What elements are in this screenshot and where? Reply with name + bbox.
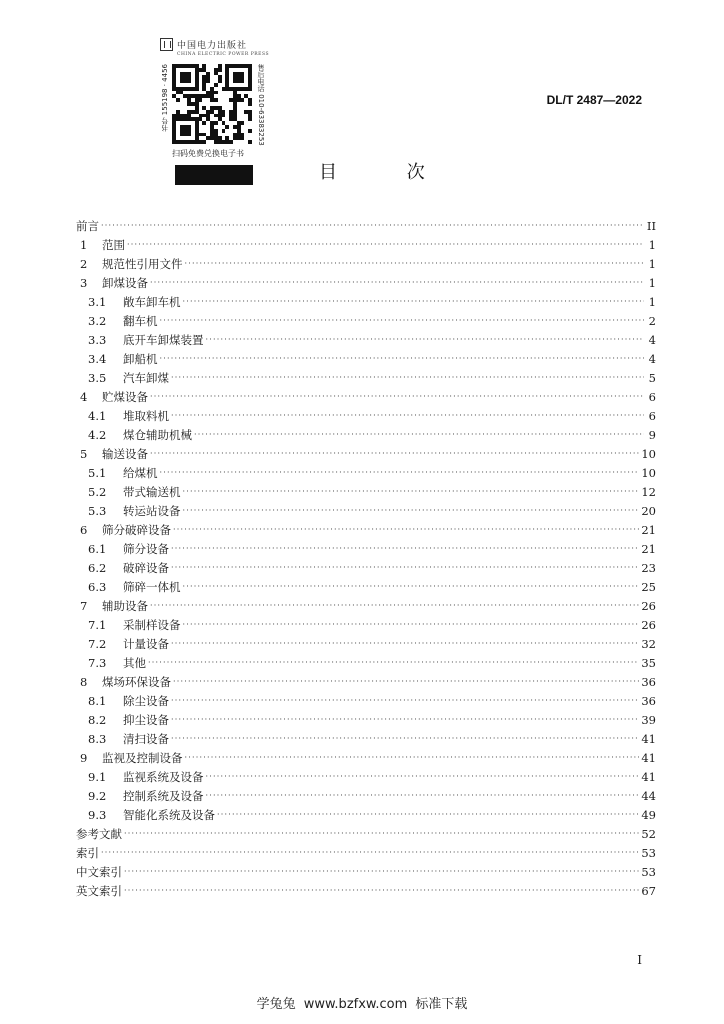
- publisher-block: [160, 38, 270, 158]
- toc-leader-dots: [171, 691, 639, 710]
- toc-entry-number: 5.2: [88, 485, 107, 499]
- toc-leader-dots: [183, 482, 640, 501]
- service-phone-text: 售后电话 010-63383253: [257, 64, 265, 146]
- toc-entry-page: II: [646, 219, 656, 233]
- redaction-bar: [175, 165, 253, 185]
- toc-entry[interactable]: [76, 274, 656, 293]
- toc-entry-label: 范围: [102, 238, 125, 252]
- toc-entry-label: 智能化系统及设备: [123, 808, 215, 822]
- toc-leader-dots: [101, 216, 644, 235]
- toc-entry-page: 53: [641, 846, 656, 860]
- toc-entry-number: 4.1: [88, 409, 107, 423]
- toc-entry[interactable]: [76, 654, 656, 673]
- toc-entry-label: 监视及控制设备: [102, 751, 183, 765]
- toc-leader-dots: [185, 748, 640, 767]
- toc-entry[interactable]: [76, 863, 656, 882]
- toc-entry-number: 9.2: [88, 789, 107, 803]
- toc-entry-page: 6: [648, 409, 656, 423]
- toc-entry[interactable]: [76, 578, 656, 597]
- toc-entry[interactable]: [76, 502, 656, 521]
- toc-entry-page: 1: [648, 295, 656, 309]
- toc-entry[interactable]: [76, 255, 656, 274]
- toc-entry[interactable]: [76, 426, 656, 445]
- toc-entry-label: 翻车机: [123, 314, 158, 328]
- toc-leader-dots: [185, 254, 645, 273]
- publisher-name-en: CHINA ELECTRIC POWER PRESS: [177, 52, 270, 57]
- toc-entry-page: 23: [641, 561, 656, 575]
- toc-leader-dots: [124, 824, 639, 843]
- toc-entry-label: 输送设备: [102, 447, 148, 461]
- toc-leader-dots: [171, 539, 639, 558]
- toc-entry-number: 8.3: [88, 732, 107, 746]
- toc-entry-page: 20: [641, 504, 656, 518]
- toc-entry-number: 7.2: [88, 637, 107, 651]
- toc-leader-dots: [160, 463, 640, 482]
- toc-entry-page: 49: [641, 808, 656, 822]
- toc-entry-number: 7: [80, 599, 88, 613]
- toc-entry-label: 中文索引: [76, 865, 122, 879]
- toc-entry-label: 筛分破碎设备: [102, 523, 171, 537]
- toc-leader-dots: [101, 843, 639, 862]
- toc-entry-label: 索引: [76, 846, 99, 860]
- toc-leader-dots: [148, 653, 639, 672]
- toc-leader-dots: [173, 672, 639, 691]
- toc-entry-page: 53: [641, 865, 656, 879]
- toc-leader-dots: [150, 596, 639, 615]
- toc-leader-dots: [124, 862, 639, 881]
- toc-entry-label: 破碎设备: [123, 561, 169, 575]
- publisher-logo-icon: [160, 38, 173, 51]
- toc-entry[interactable]: [76, 806, 656, 825]
- toc-entry[interactable]: [76, 787, 656, 806]
- toc-entry-number: 7.3: [88, 656, 107, 670]
- toc-entry-number: 3.3: [88, 333, 107, 347]
- toc-entry-number: 3.2: [88, 314, 107, 328]
- toc-entry-page: 2: [648, 314, 656, 328]
- toc-entry[interactable]: [76, 521, 656, 540]
- toc-entry[interactable]: [76, 483, 656, 502]
- toc-entry-number: 9: [80, 751, 88, 765]
- toc-entry-number: 5.1: [88, 466, 107, 480]
- toc-entry-page: 44: [641, 789, 656, 803]
- toc-entry[interactable]: [76, 312, 656, 331]
- toc-entry-label: 规范性引用文件: [102, 257, 183, 271]
- toc-entry-page: 21: [641, 523, 656, 537]
- toc-entry[interactable]: [76, 768, 656, 787]
- toc-entry-label: 抑尘设备: [123, 713, 169, 727]
- toc-entry-number: 3: [80, 276, 88, 290]
- toc-entry-page: 41: [641, 732, 656, 746]
- toc-entry[interactable]: [76, 749, 656, 768]
- toc-entry-label: 辅助设备: [102, 599, 148, 613]
- toc-entry-label: 底开车卸煤装置: [123, 333, 204, 347]
- toc-entry-number: 3.1: [88, 295, 107, 309]
- toc-entry-label: 筛分设备: [123, 542, 169, 556]
- toc-entry[interactable]: [76, 844, 656, 863]
- toc-entry-page: 9: [648, 428, 656, 442]
- toc-leader-dots: [206, 330, 645, 349]
- page-number: I: [637, 953, 642, 967]
- toc-leader-dots: [183, 577, 640, 596]
- toc-entry[interactable]: [76, 597, 656, 616]
- toc-entry-label: 采制样设备: [123, 618, 181, 632]
- toc-entry-page: 12: [641, 485, 656, 499]
- toc-entry-page: 52: [641, 827, 656, 841]
- toc-entry-page: 26: [641, 599, 656, 613]
- toc-leader-dots: [171, 558, 639, 577]
- toc-entry[interactable]: [76, 445, 656, 464]
- toc-entry[interactable]: [76, 616, 656, 635]
- toc-entry-label: 汽车卸煤: [123, 371, 169, 385]
- toc-entry-number: 6.1: [88, 542, 107, 556]
- toc-entry-page: 1: [648, 238, 656, 252]
- toc-entry[interactable]: [76, 692, 656, 711]
- toc-entry-label: 煤仓辅助机械: [123, 428, 192, 442]
- toc-entry-number: 5: [80, 447, 88, 461]
- toc-entry[interactable]: [76, 559, 656, 578]
- toc-leader-dots: [160, 349, 645, 368]
- toc-entry-label: 卸煤设备: [102, 276, 148, 290]
- toc-entry-label: 带式输送机: [123, 485, 181, 499]
- toc-entry[interactable]: [76, 236, 656, 255]
- toc-entry-label: 监视系统及设备: [123, 770, 204, 784]
- toc-entry[interactable]: [76, 388, 656, 407]
- isbn-text: 书号 155198 · 4456: [161, 64, 169, 132]
- toc-entry-label: 给煤机: [123, 466, 158, 480]
- toc-title: 目 次: [319, 162, 457, 183]
- toc-entry-page: 1: [648, 257, 656, 271]
- toc-leader-dots: [194, 425, 644, 444]
- toc-entry-number: 6.2: [88, 561, 107, 575]
- toc-entry-label: 堆取料机: [123, 409, 169, 423]
- toc-entry[interactable]: [76, 331, 656, 350]
- toc-entry-page: 36: [641, 675, 656, 689]
- toc-entry-label: 煤场环保设备: [102, 675, 171, 689]
- toc-entry-number: 1: [80, 238, 88, 252]
- toc-entry[interactable]: [76, 711, 656, 730]
- toc-entry-page: 10: [641, 466, 656, 480]
- toc-entry-number: 9.3: [88, 808, 107, 822]
- toc-leader-dots: [183, 292, 645, 311]
- toc-entry-label: 除尘设备: [123, 694, 169, 708]
- toc-entry-page: 35: [641, 656, 656, 670]
- toc-entry[interactable]: [76, 407, 656, 426]
- toc-leader-dots: [124, 881, 639, 900]
- toc-entry-label: 其他: [123, 656, 146, 670]
- toc-entry-label: 控制系统及设备: [123, 789, 204, 803]
- toc-entry[interactable]: [76, 369, 656, 388]
- watermark-footer: 学兔兔 www.bzfxw.com 标准下载: [256, 997, 468, 1012]
- toc-entry-label: 转运站设备: [123, 504, 181, 518]
- toc-entry-label: 计量设备: [123, 637, 169, 651]
- toc-entry-label: 卸船机: [123, 352, 158, 366]
- toc-entry-page: 25: [641, 580, 656, 594]
- toc-entry-page: 39: [641, 713, 656, 727]
- toc-leader-dots: [150, 387, 644, 406]
- toc-entry-page: 41: [641, 770, 656, 784]
- toc-entry[interactable]: [76, 730, 656, 749]
- toc-leader-dots: [217, 805, 639, 824]
- toc-leader-dots: [150, 444, 639, 463]
- toc-entry-number: 8.1: [88, 694, 107, 708]
- qr-code-icon[interactable]: [172, 64, 252, 144]
- toc-entry-number: 8.2: [88, 713, 107, 727]
- publisher-name: 中国电力出版社: [177, 41, 248, 51]
- toc-entry-page: 1: [648, 276, 656, 290]
- toc-leader-dots: [127, 235, 644, 254]
- toc-leader-dots: [150, 273, 644, 292]
- toc-entry-label: 前言: [76, 219, 99, 233]
- toc-entry-label: 敞车卸车机: [123, 295, 181, 309]
- toc-leader-dots: [171, 406, 644, 425]
- publisher-header: [160, 38, 268, 51]
- toc-entry[interactable]: [76, 464, 656, 483]
- document-code: DL/T 2487—2022: [546, 93, 642, 107]
- toc-entry-page: 21: [641, 542, 656, 556]
- toc-leader-dots: [171, 368, 644, 387]
- toc-leader-dots: [171, 710, 639, 729]
- toc-leader-dots: [160, 311, 645, 330]
- toc-leader-dots: [171, 729, 639, 748]
- toc-entry-label: 英文索引: [76, 884, 122, 898]
- toc-entry-page: 4: [648, 352, 656, 366]
- toc-entry-number: 9.1: [88, 770, 107, 784]
- toc-entry-number: 3.5: [88, 371, 107, 385]
- toc-leader-dots: [206, 767, 640, 786]
- toc-entry-page: 67: [641, 884, 656, 898]
- toc-entry-label: 贮煤设备: [102, 390, 148, 404]
- toc-entry[interactable]: [76, 350, 656, 369]
- table-of-contents: [76, 217, 656, 901]
- toc-entry-number: 3.4: [88, 352, 107, 366]
- toc-entry-page: 5: [648, 371, 656, 385]
- toc-entry-page: 10: [641, 447, 656, 461]
- toc-entry[interactable]: [76, 825, 656, 844]
- toc-entry-number: 6: [80, 523, 88, 537]
- toc-leader-dots: [183, 501, 640, 520]
- toc-entry-label: 筛碎一体机: [123, 580, 181, 594]
- toc-entry-number: 7.1: [88, 618, 107, 632]
- toc-entry-number: 5.3: [88, 504, 107, 518]
- toc-entry-page: 41: [641, 751, 656, 765]
- toc-leader-dots: [183, 615, 640, 634]
- toc-entry[interactable]: [76, 293, 656, 312]
- toc-entry-label: 清扫设备: [123, 732, 169, 746]
- toc-entry-label: 参考文献: [76, 827, 122, 841]
- toc-entry-number: 8: [80, 675, 88, 689]
- qr-caption: 扫码免费兑换电子书: [172, 149, 244, 158]
- qr-area: [160, 62, 268, 182]
- toc-entry-page: 32: [641, 637, 656, 651]
- toc-entry[interactable]: [76, 673, 656, 692]
- toc-entry-number: 4.2: [88, 428, 107, 442]
- toc-entry-page: 6: [648, 390, 656, 404]
- toc-entry[interactable]: [76, 540, 656, 559]
- toc-entry-page: 36: [641, 694, 656, 708]
- toc-entry[interactable]: [76, 635, 656, 654]
- toc-leader-dots: [171, 634, 639, 653]
- toc-entry-page: 4: [648, 333, 656, 347]
- toc-entry-number: 6.3: [88, 580, 107, 594]
- toc-entry-number: 2: [80, 257, 88, 271]
- toc-leader-dots: [173, 520, 639, 539]
- toc-entry[interactable]: [76, 217, 656, 236]
- toc-entry-page: 26: [641, 618, 656, 632]
- toc-leader-dots: [206, 786, 640, 805]
- toc-entry[interactable]: [76, 882, 656, 901]
- toc-entry-number: 4: [80, 390, 88, 404]
